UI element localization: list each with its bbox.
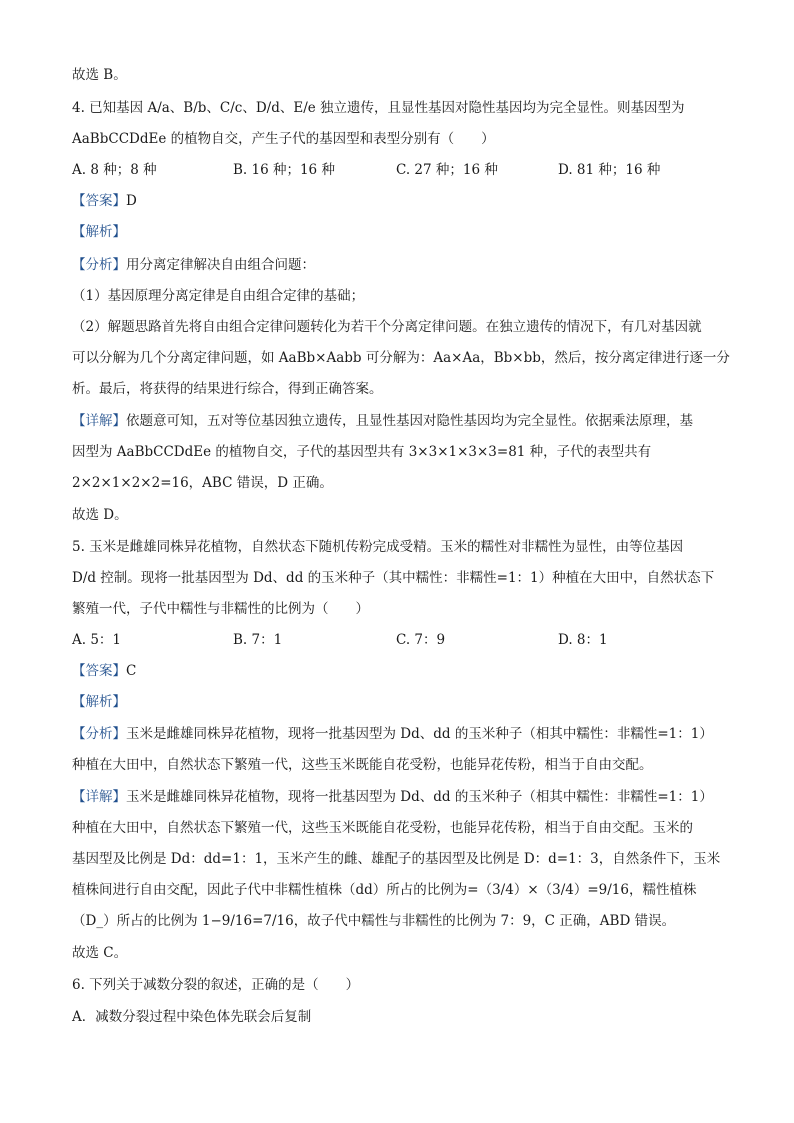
xiangjie-tag: 【详解】 xyxy=(72,413,126,429)
question-4-stem-line-1: 4. 已知基因 A/a、B/b、C/c、D/d、E/e 独立遗传，且显性基因对隐性基因均为完全显性。则基因型为 xyxy=(72,100,685,116)
question-5-xiangjie-line-4: 植株间进行自由交配，因此子代中非糯性植株（dd）所占的比例为=（3/4）×（3/4）=9/16，糯性植株 xyxy=(72,882,697,898)
question-4-point-2-line-1: （2）解题思路首先将自由组合定律问题转化为若干个分离定律问题。在独立遗传的情况下，有几对基因就 xyxy=(72,319,702,335)
question-4-option-c: C. 27 种；16 种 xyxy=(396,162,498,178)
question-6-option-a: A．减数分裂过程中染色体先联会后复制 xyxy=(72,1009,312,1025)
question-5-answer xyxy=(72,662,136,680)
question-4-option-d: D. 81 种；16 种 xyxy=(558,162,661,178)
question-6-stem: 6. 下列关于减数分裂的叙述，正确的是（ ） xyxy=(72,977,360,993)
question-5-stem-line-2: D/d 控制。现将一批基因型为 Dd、dd 的玉米种子（其中糯性：非糯性=1：1）种植在大田中，自然状态下 xyxy=(72,570,715,586)
question-4-conclusion: 故选 D。 xyxy=(72,507,128,523)
question-5-xiangjie-line-5: （D_）所占的比例为 1−9/16=7/16，故子代中糯性与非糯性的比例为 7：9，C 正确，ABD 错误。 xyxy=(72,913,676,929)
question-5-fenxi-line-1 xyxy=(72,725,713,743)
answer-value: D xyxy=(126,193,137,209)
question-4-analysis-tag xyxy=(72,223,126,241)
fenxi-text: 用分离定律解决自由组合问题： xyxy=(126,257,315,273)
answer-value: C xyxy=(126,663,137,679)
question-5-xiangjie-line-1 xyxy=(72,788,713,806)
question-5-analysis-tag xyxy=(72,693,126,711)
xiangjie-text: 依题意可知，五对等位基因独立遗传，且显性基因对隐性基因均为完全显性。依据乘法原理，基 xyxy=(126,413,693,429)
question-5-option-a: A. 5：1 xyxy=(72,632,122,648)
question-5-stem-line-1: 5. 玉米是雌雄同株异花植物，自然状态下随机传粉完成受精。玉米的糯性对非糯性为显性，由等位基因 xyxy=(72,539,684,555)
question-4-xiangjie-line-3: 2×2×1×2×2=16，ABC 错误，D 正确。 xyxy=(72,475,333,491)
answer-tag: 【答案】 xyxy=(72,193,126,209)
xiangjie-text: 玉米是雌雄同株异花植物，现将一批基因型为 Dd、dd 的玉米种子（相其中糯性：非糯性=1：1） xyxy=(126,789,713,805)
question-5-stem-line-3: 繁殖一代，子代中糯性与非糯性的比例为（ ） xyxy=(72,601,369,617)
question-4-point-2-line-3: 析。最后，将获得的结果进行综合，得到正确答案。 xyxy=(72,381,383,397)
question-4-stem-line-2: AaBbCCDdEe 的植物自交，产生子代的基因型和表型分别有（ ） xyxy=(72,131,495,147)
fenxi-tag: 【分析】 xyxy=(72,726,126,742)
xiangjie-tag: 【详解】 xyxy=(72,789,126,805)
question-4-point-1: （1）基因原理分离定律是自由组合定律的基础； xyxy=(72,288,365,304)
fenxi-tag: 【分析】 xyxy=(72,257,126,273)
analysis-tag: 【解析】 xyxy=(72,224,126,240)
answer-tag: 【答案】 xyxy=(72,663,126,679)
question-5-fenxi-line-2: 种植在大田中，自然状态下繁殖一代，这些玉米既能自花受粉，也能异花传粉，相当于自由交配。 xyxy=(72,757,653,773)
question-4-xiangjie-line-2: 因型为 AaBbCCDdEe 的植物自交，子代的基因型共有 3×3×1×3×3=81 种，子代的表型共有 xyxy=(72,444,652,460)
question-5-option-d: D. 8：1 xyxy=(558,632,608,648)
question-4-xiangjie-line-1 xyxy=(72,412,693,430)
question-4-fenxi xyxy=(72,256,315,274)
fenxi-text: 玉米是雌雄同株异花植物，现将一批基因型为 Dd、dd 的玉米种子（相其中糯性：非糯性=1：1） xyxy=(126,726,713,742)
question-4-answer xyxy=(72,192,137,210)
analysis-tag: 【解析】 xyxy=(72,694,126,710)
question-4-point-2-line-2: 可以分解为几个分离定律问题，如 AaBb×Aabb 可分解为：Aa×Aa，Bb×bb，然后，按分离定律进行逐一分 xyxy=(72,350,730,366)
question-5-option-c: C. 7：9 xyxy=(396,632,446,648)
question-4-option-a: A. 8 种；8 种 xyxy=(72,162,157,178)
question-5-xiangjie-line-2: 种植在大田中，自然状态下繁殖一代，这些玉米既能自花受粉，也能异花传粉，相当于自由交配。玉米的 xyxy=(72,820,693,836)
question-5-xiangjie-line-3: 基因型及比例是 Dd：dd=1：1，玉米产生的雌、雄配子的基因型及比例是 D：d=1：3，自然条件下，玉米 xyxy=(72,851,721,867)
question-5-option-b: B. 7：1 xyxy=(233,632,283,648)
question-5-conclusion: 故选 C。 xyxy=(72,945,128,961)
conclusion-line-q3: 故选 B。 xyxy=(72,67,127,83)
question-4-option-b: B. 16 种；16 种 xyxy=(233,162,335,178)
